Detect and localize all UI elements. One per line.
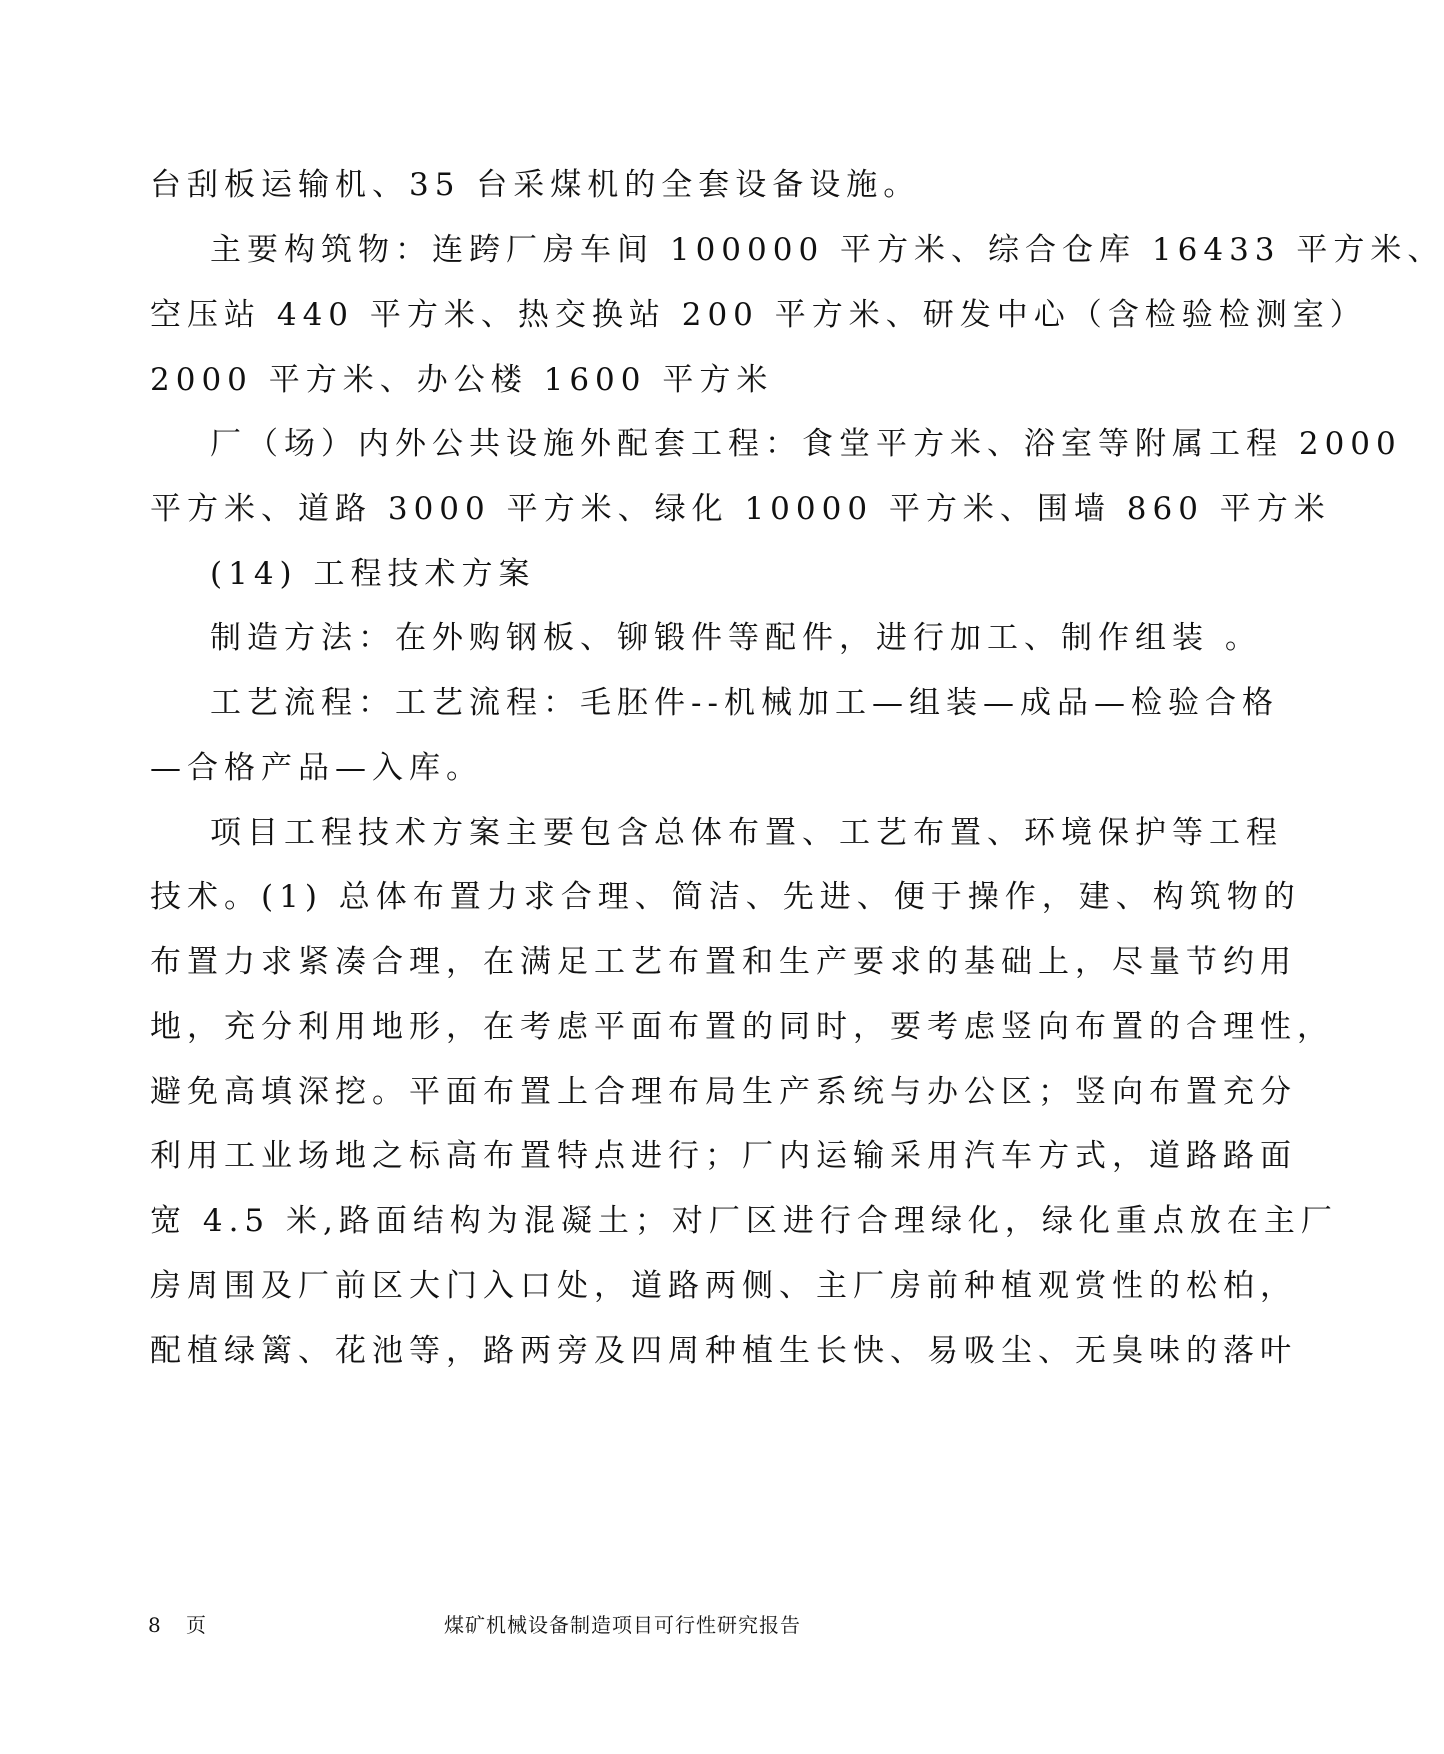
body-line-10: —合格产品—入库。 <box>150 750 483 786</box>
body-line-12: 技术。(1) 总体布置力求合理、简洁、先进、便于操作，建、构筑物的 <box>150 879 1301 915</box>
body-line-4: 2000 平方米、办公楼 1600 平方米 <box>150 362 774 398</box>
body-line-5: 厂（场）内外公共设施外配套工程：食堂平方米、浴室等附属工程 2000 <box>210 426 1402 462</box>
footer-page-number: 8 <box>148 1613 161 1637</box>
body-line-14: 地，充分利用地形，在考虑平面布置的同时，要考虑竖向布置的合理性， <box>150 1009 1334 1045</box>
body-line-1: 台刮板运输机、35 台采煤机的全套设备设施。 <box>150 167 921 203</box>
body-line-9: 工艺流程：工艺流程：毛胚件--机械加工—组装—成品—检验合格 <box>210 685 1279 721</box>
body-line-17: 宽 4.5 米,路面结构为混凝土；对厂区进行合理绿化，绿化重点放在主厂 <box>150 1203 1338 1239</box>
section-heading: (14) 工程技术方案 <box>210 556 536 592</box>
body-line-2: 主要构筑物：连跨厂房车间 100000 平方米、综合仓库 16433 平方米、 <box>210 232 1444 268</box>
footer-document-title: 煤矿机械设备制造项目可行性研究报告 <box>444 1613 801 1637</box>
body-line-13: 布置力求紧凑合理，在满足工艺布置和生产要求的基础上，尽量节约用 <box>150 944 1297 980</box>
body-line-19: 配植绿篱、花池等，路两旁及四周种植生长快、易吸尘、无臭味的落叶 <box>150 1333 1297 1369</box>
footer-page-unit: 页 <box>186 1613 206 1637</box>
body-line-11: 项目工程技术方案主要包含总体布置、工艺布置、环境保护等工程 <box>210 815 1283 851</box>
body-line-6: 平方米、道路 3000 平方米、绿化 10000 平方米、围墙 860 平方米 <box>150 491 1331 527</box>
body-line-3: 空压站 440 平方米、热交换站 200 平方米、研发中心（含检验检测室） <box>150 297 1367 333</box>
body-line-16: 利用工业场地之标高布置特点进行；厂内运输采用汽车方式，道路路面 <box>150 1138 1297 1174</box>
body-line-18: 房周围及厂前区大门入口处，道路两侧、主厂房前种植观赏性的松柏， <box>150 1268 1297 1304</box>
body-line-15: 避免高填深挖。平面布置上合理布局生产系统与办公区；竖向布置充分 <box>150 1074 1297 1110</box>
body-line-8: 制造方法：在外购钢板、铆锻件等配件，进行加工、制作组装 。 <box>210 620 1262 656</box>
